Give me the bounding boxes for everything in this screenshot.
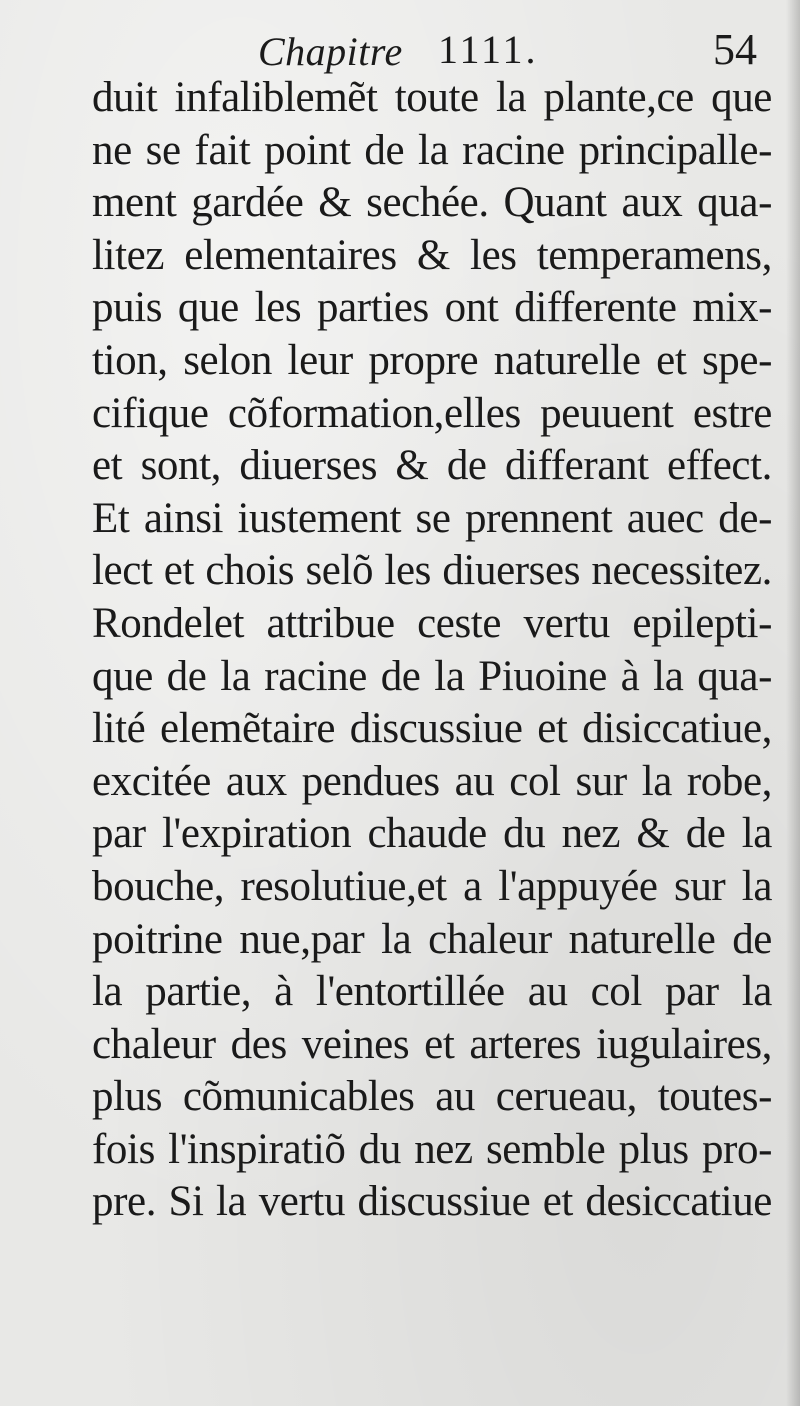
running-head: Chapitre bbox=[258, 29, 403, 74]
text-line: et sont, diuerses & de differant effect. bbox=[92, 442, 772, 490]
text-line: litez elementaires & les temperamens, bbox=[92, 231, 772, 279]
text-line: par l'expiration chaude du nez & de la bbox=[92, 810, 772, 858]
text-line: Et ainsi iustement se prennent auec de- bbox=[92, 494, 772, 542]
text-line: puis que les parties ont differente mix- bbox=[92, 284, 772, 332]
text-line: que de la racine de la Piuoine à la qua- bbox=[92, 652, 772, 700]
text-line: la partie, à l'entortillée au col par la bbox=[92, 968, 772, 1016]
page-edge-shadow bbox=[786, 0, 800, 1406]
text-line: lect et chois selõ les diuerses necessitez. bbox=[92, 547, 772, 595]
body-text bbox=[92, 72, 772, 1229]
text-line: tion, selon leur propre naturelle et spe- bbox=[92, 336, 772, 384]
text-line: fois l'inspiratiõ du nez semble plus pro- bbox=[92, 1125, 772, 1173]
text-line: Rondelet attribue ceste vertu epilepti- bbox=[92, 599, 772, 647]
text-line: duit infaliblemẽt toute la plante,ce que bbox=[92, 74, 772, 121]
page-number: 54 bbox=[713, 25, 757, 74]
text-line: bouche, resolutiue,et a l'appuyée sur la bbox=[92, 862, 772, 910]
text-line: pre. Si la vertu discussiue et desiccatiue bbox=[92, 1178, 772, 1226]
text-line: plus cõmunicables au cerueau, toutes- bbox=[92, 1073, 772, 1121]
text-line: ne se fait point de la racine principalle- bbox=[92, 126, 772, 174]
text-line: cifique cõformation,elles peuuent estre bbox=[92, 389, 772, 437]
text-line: excitée aux pendues au col sur la robe, bbox=[92, 757, 772, 805]
text-line: ment gardée & sechée. Quant aux qua- bbox=[92, 179, 772, 227]
text-line: chaleur des veines et arteres iugulaires, bbox=[92, 1020, 772, 1068]
text-line: lité elemẽtaire discussiue et disiccatiue, bbox=[92, 705, 772, 753]
chapter-number: 1111. bbox=[438, 27, 539, 72]
text-line: poitrine nue,par la chaleur naturelle de bbox=[92, 915, 772, 963]
